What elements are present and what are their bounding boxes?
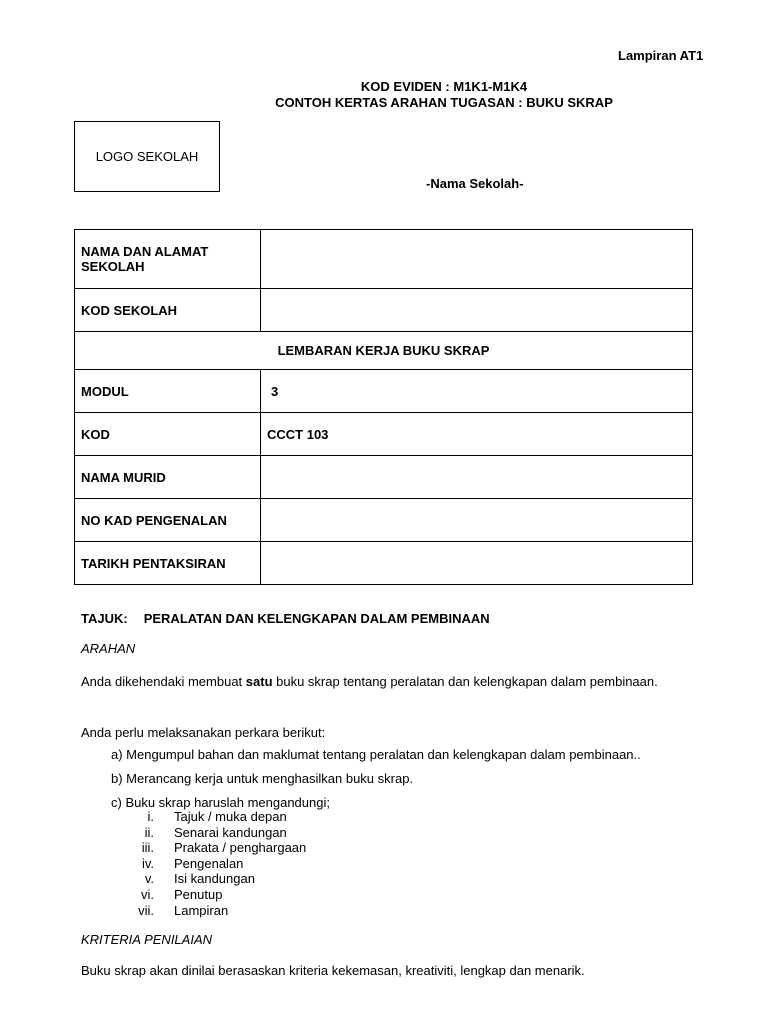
table-label: TARIKH PENTAKSIRAN	[75, 542, 261, 585]
school-logo-placeholder	[74, 121, 220, 192]
sublist-text: Pengenalan	[174, 855, 244, 871]
table-label: KOD SEKOLAH	[75, 289, 261, 332]
list-item: a) Mengumpul bahan dan maklumat tentang peralatan dan kelengkapan dalam pembinaan..	[111, 747, 641, 762]
table-row	[75, 542, 693, 585]
school-name: -Nama Sekolah-	[426, 176, 524, 191]
roman-numeral: i.	[147, 809, 154, 824]
table-value: CCCT 103	[261, 413, 693, 456]
kriteria-heading: KRITERIA PENILAIAN	[81, 932, 212, 947]
table-value: 3	[261, 370, 693, 413]
lampiran-label: Lampiran AT1	[618, 48, 704, 63]
kod-eviden-heading: KOD EVIDEN : M1K1-M1K4	[360, 79, 528, 94]
table-row	[75, 499, 693, 542]
logo-label: LOGO SEKOLAH	[95, 149, 199, 164]
table-label: NAMA DAN ALAMAT SEKOLAH	[75, 230, 261, 289]
arahan-heading: ARAHAN	[81, 641, 136, 656]
emphasis-text: satu	[245, 674, 273, 689]
table-value	[261, 289, 693, 332]
table-row	[75, 230, 693, 289]
sublist-text: Prakata / penghargaan	[174, 840, 307, 856]
table-section-title: LEMBARAN KERJA BUKU SKRAP	[75, 332, 693, 370]
assessment-paragraph: Buku skrap akan dinilai berasaskan kriteria kekemasan, kreativiti, lengkap dan menarik.	[81, 963, 585, 978]
sublist-item	[82, 825, 306, 841]
sublist-text: Senarai kandungan	[174, 824, 287, 840]
table-row	[75, 413, 693, 456]
instruction-paragraph	[81, 671, 681, 693]
info-table	[74, 229, 693, 585]
table-value	[261, 456, 693, 499]
table-row	[75, 370, 693, 413]
table-row	[75, 289, 693, 332]
document-title: CONTOH KERTAS ARAHAN TUGASAN : BUKU SKRAP	[275, 95, 613, 110]
table-label: KOD	[75, 413, 261, 456]
paragraph-text: buku skrap tentang peralatan dan kelengkapan dalam pembinaan.	[272, 674, 658, 689]
sublist-item	[82, 903, 306, 919]
tajuk-label: TAJUK:	[81, 611, 128, 626]
roman-numeral: vi.	[141, 886, 154, 902]
table-label: NO KAD PENGENALAN	[75, 499, 261, 542]
sublist-text: Lampiran	[174, 902, 229, 918]
sublist-item	[82, 840, 306, 856]
table-row	[75, 332, 693, 370]
sublist-item	[82, 809, 306, 825]
roman-numeral: iii.	[141, 840, 154, 856]
sublist-item	[82, 856, 306, 872]
table-value	[261, 499, 693, 542]
sublist-item	[82, 871, 306, 887]
contents-sublist	[82, 809, 306, 918]
list-item: c) Buku skrap haruslah mengandungi;	[111, 795, 330, 810]
table-value	[261, 230, 693, 289]
task-intro: Anda perlu melaksanakan perkara berikut:	[81, 725, 326, 740]
table-value	[261, 542, 693, 585]
table-label: MODUL	[75, 370, 261, 413]
tajuk-text: PERALATAN DAN KELENGKAPAN DALAM PEMBINAAN	[143, 611, 490, 626]
roman-numeral: iv.	[141, 855, 154, 871]
sublist-text: Isi kandungan	[174, 871, 255, 887]
roman-numeral: ii.	[144, 824, 154, 840]
table-label: NAMA MURID	[75, 456, 261, 499]
sublist-text: Penutup	[174, 886, 223, 902]
roman-numeral: v.	[144, 871, 154, 887]
roman-numeral: vii.	[138, 902, 154, 918]
table-row	[75, 456, 693, 499]
sublist-item	[82, 887, 306, 903]
sublist-text: Tajuk / muka depan	[174, 809, 287, 824]
list-item: b) Merancang kerja untuk menghasilkan buku skrap.	[111, 771, 414, 786]
paragraph-text: Anda dikehendaki membuat	[81, 674, 246, 689]
tajuk-line	[81, 611, 490, 626]
